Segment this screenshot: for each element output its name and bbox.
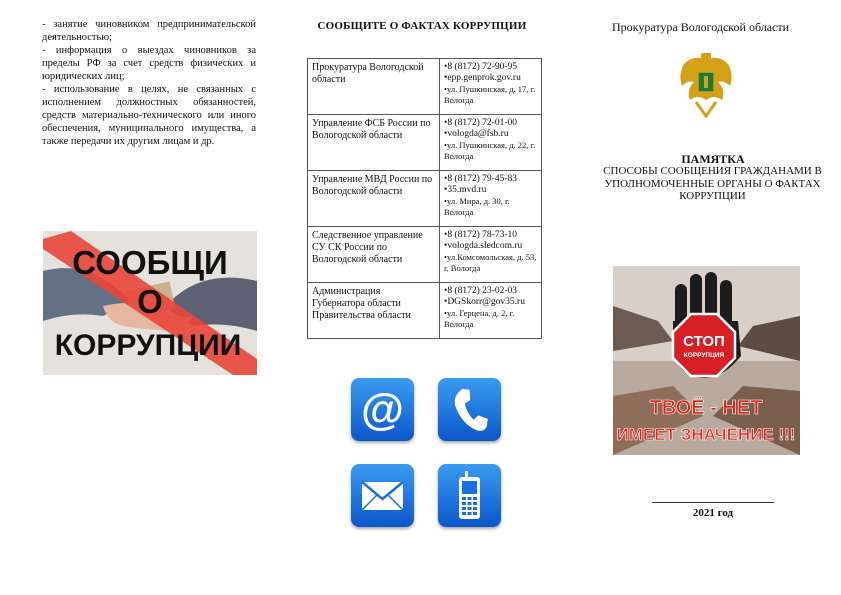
- phone-icon: [438, 378, 501, 441]
- phone-number[interactable]: •8 (8172) 78-73-10: [444, 230, 517, 240]
- web-link[interactable]: •35.mvd.ru: [444, 185, 487, 195]
- contact-info: [440, 283, 542, 339]
- web-link[interactable]: •vologda.sledcom.ru: [444, 241, 523, 251]
- contact-info: [440, 171, 542, 227]
- contact-info: [440, 227, 542, 283]
- table-row: [308, 171, 542, 227]
- paragraph: - занятие чиновником предпринимательской деятельностью;: [42, 19, 256, 43]
- divider: [652, 502, 774, 503]
- org-name: Управление МВД России по Вологодской области: [308, 171, 440, 227]
- org-name: Управление ФСБ России по Вологодской области: [308, 115, 440, 171]
- email-at-icon: [351, 378, 414, 441]
- org-name: Прокуратура Вологодской области: [308, 59, 440, 115]
- svg-text:@: @: [361, 385, 404, 434]
- prosecutor-emblem-icon: [676, 50, 736, 122]
- stop-corruption-poster: [613, 266, 800, 455]
- paragraph: - использование в целях, не связанных с исполнением должностных обязанностей, средств материально-технического или иного обеспечения, муниципального имущества, а также передачи их другим лицам и др.: [42, 84, 256, 147]
- table-row: [308, 227, 542, 283]
- table-row: [308, 283, 542, 339]
- address: •ул.Комсомольская, д. 53, г. Вологда: [444, 252, 537, 273]
- contacts-title: СООБЩИТЕ О ФАКТАХ КОРРУПЦИИ: [317, 20, 527, 32]
- phone-number[interactable]: •8 (8172) 72-90-95: [444, 62, 517, 72]
- phone-number[interactable]: •8 (8172) 79-45-83: [444, 174, 517, 184]
- table-row: [308, 115, 542, 171]
- contact-info: [440, 59, 542, 115]
- org-name: Следственное управление СУ СК России по Вологодской области: [308, 227, 440, 283]
- phone-number[interactable]: •8 (8172) 72-01-00: [444, 118, 517, 128]
- banner-line-2: О: [137, 283, 163, 320]
- table-row: [308, 59, 542, 115]
- phone-number[interactable]: •8 (8172) 23-02-03: [444, 286, 517, 296]
- banner-line-3: КОРРУПЦИИ: [54, 329, 242, 362]
- address: •ул. Пушкинская, д. 17, г. Вологда: [444, 84, 536, 105]
- organization-name: Прокуратура Вологодской области: [612, 20, 790, 34]
- contact-info: [440, 115, 542, 171]
- slogan-line-2: ИМЕЕТ ЗНАЧЕНИЕ !!!: [616, 425, 796, 444]
- address: •ул. Мира, д. 30, г. Вологда: [444, 196, 510, 217]
- mobile-phone-icon: [438, 464, 501, 527]
- paragraph: - информация о выездах чиновников за пределы РФ за счет средств физических и юридических лиц;: [42, 45, 256, 82]
- email-link[interactable]: •vologda@fsb.ru: [444, 129, 509, 139]
- left-column-text: [42, 18, 256, 148]
- address: •ул. Герцена, д. 2, г. Вологда: [444, 308, 515, 329]
- address: •ул. Пушкинская, д. 22, г. Вологда: [444, 140, 536, 161]
- slogan-line-1: ТВОЁ - НЕТ: [649, 397, 763, 419]
- envelope-icon: [351, 464, 414, 527]
- report-corruption-banner: [43, 231, 257, 375]
- banner-line-1: СООБЩИ: [72, 244, 228, 281]
- web-link[interactable]: •epp.genprok.gov.ru: [444, 73, 521, 83]
- memo-subtitle: СПОСОБЫ СООБЩЕНИЯ ГРАЖДАНАМИ В УПОЛНОМОЧЕННЫЕ ОРГАНЫ О ФАКТАХ КОРРУПЦИИ: [603, 165, 822, 202]
- year-label: 2021 год: [692, 507, 734, 519]
- email-link[interactable]: •DGSkorr@gov35.ru: [444, 297, 525, 307]
- stop-sign-text: СТОП: [683, 333, 725, 350]
- contacts-table: [307, 58, 542, 339]
- memo-title: ПАМЯТКА: [681, 152, 745, 166]
- org-name: Администрация Губернатора области Правительства области: [308, 283, 440, 339]
- stop-sign-subtext: КОРРУПЦИЯ: [683, 352, 725, 359]
